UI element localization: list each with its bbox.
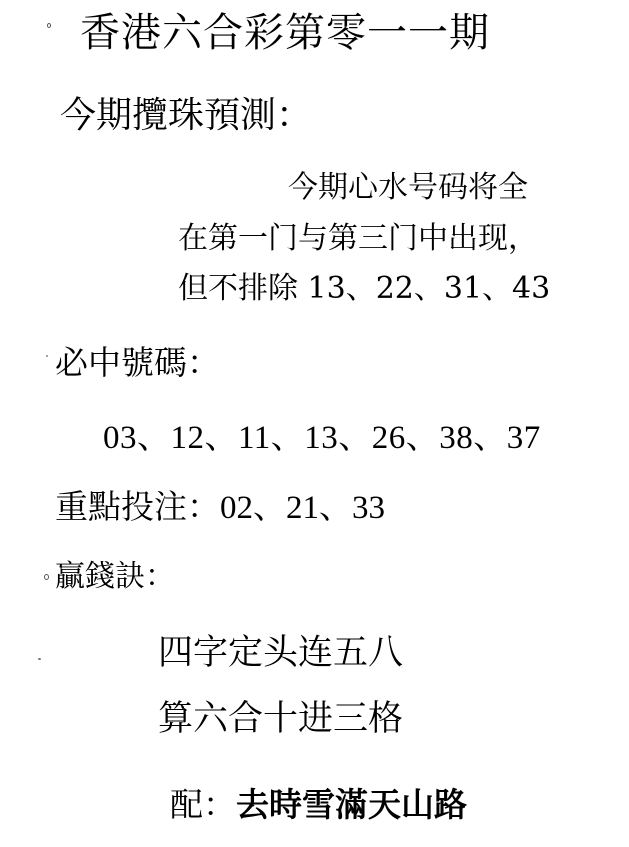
verse-line-2: 算六合十进三格 [158, 699, 404, 739]
win-tips-heading: 贏錢訣： [55, 559, 175, 594]
scan-speck [47, 23, 51, 28]
pairing-value: 去時雪滿天山路 [236, 785, 467, 824]
verse-line-1: 四字定头连五八 [158, 633, 404, 673]
prediction-line-2: 在第一门与第三门中出现， [178, 221, 538, 256]
focus-numbers: 02、21、33 [220, 490, 385, 526]
prediction-line-1: 今期心水号码将全 [288, 170, 528, 205]
page-title: 香港六合彩第零一一期 [80, 10, 490, 56]
scan-speck [44, 574, 49, 580]
pairing-label: 配： [170, 785, 236, 824]
prediction-heading: 今期攬珠預測： [60, 95, 313, 136]
scan-speck [38, 658, 41, 660]
pairing-line [170, 785, 467, 824]
must-win-numbers: 03、12、11、13、26、38、37 [103, 420, 541, 456]
focus-line [55, 487, 385, 526]
scan-speck [46, 355, 48, 357]
prediction-line-3: 但不排除 13、22、31、43 [178, 271, 551, 306]
focus-label: 重點投注： [55, 487, 220, 526]
must-win-heading: 必中號碼： [55, 343, 220, 382]
